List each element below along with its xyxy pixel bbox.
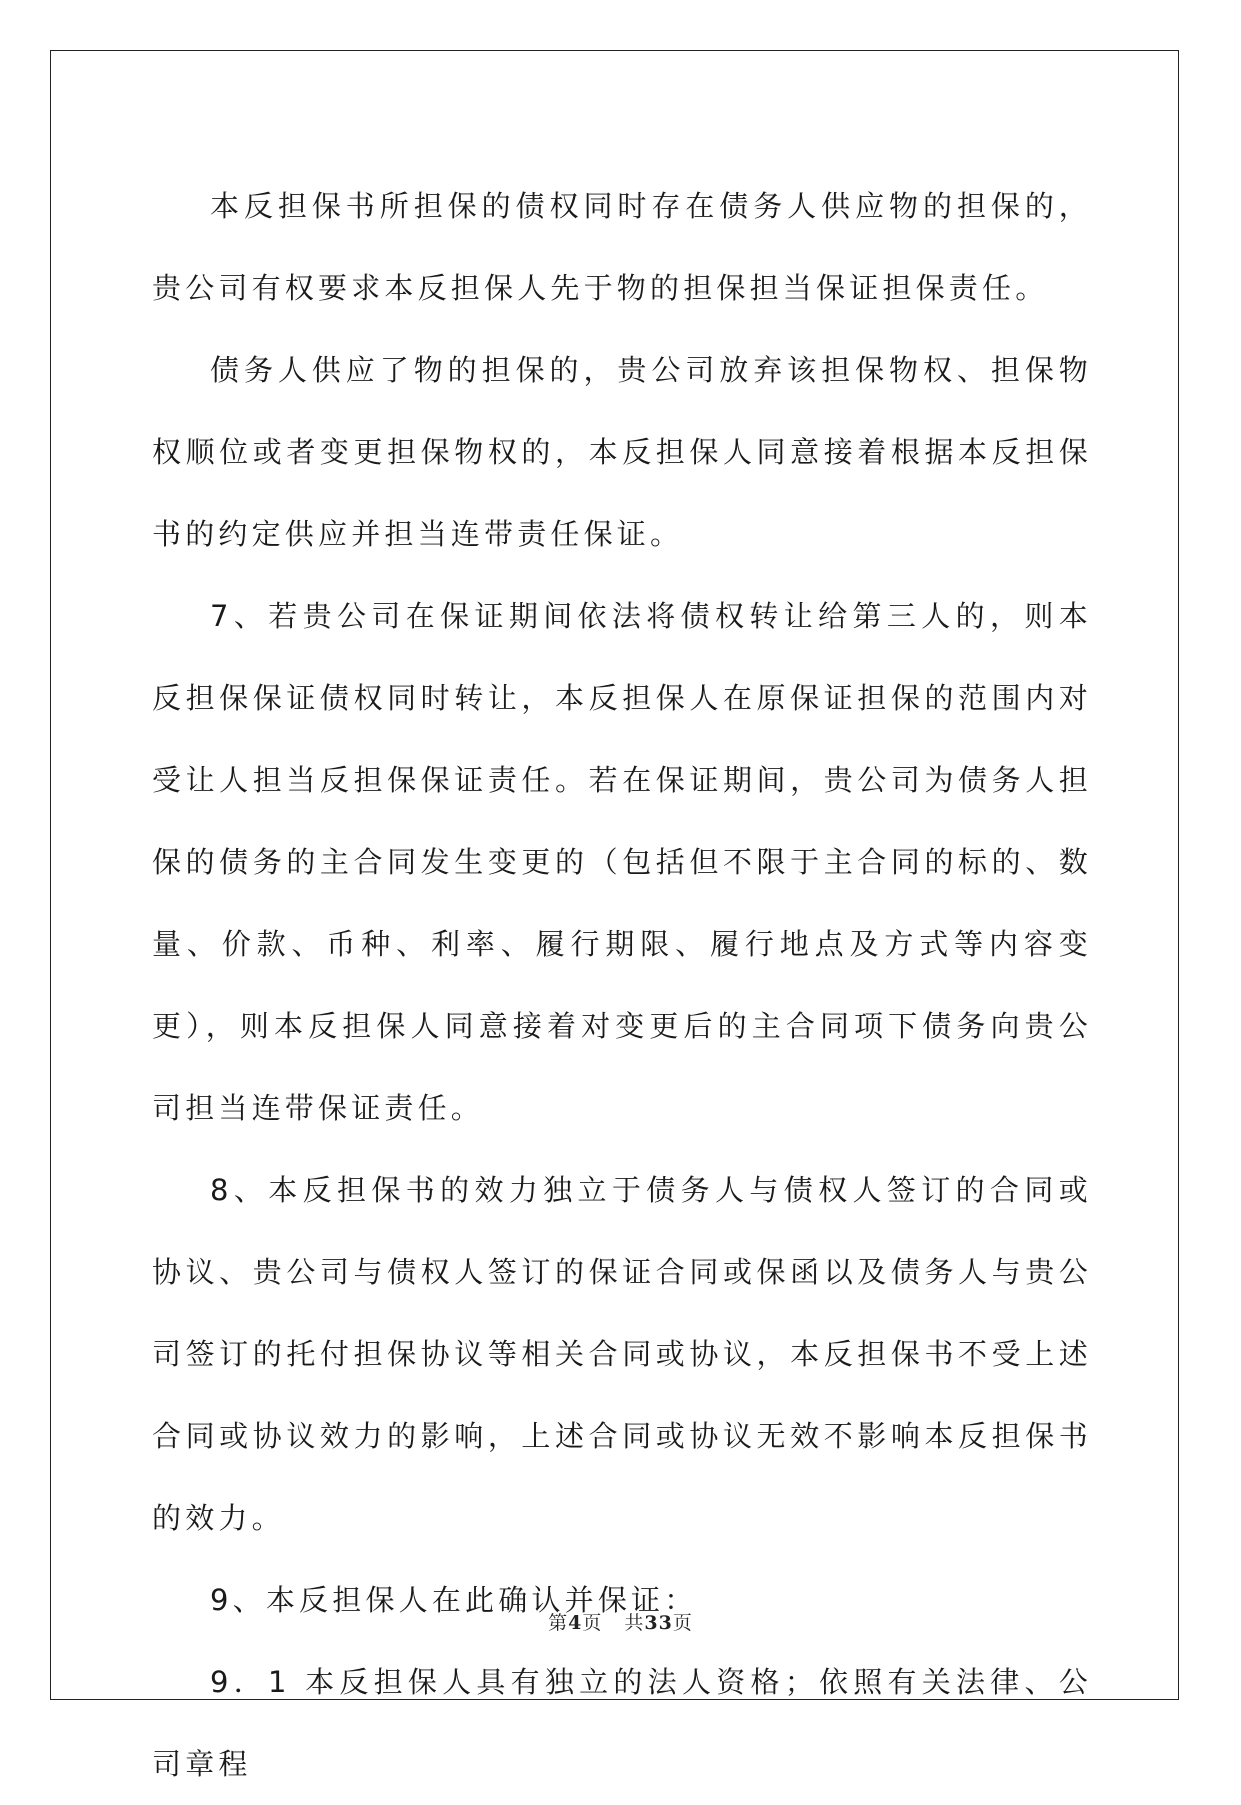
paragraph: 8、本反担保书的效力独立于债务人与债权人签订的合同或协议、贵公司与债权人签订的保证合同或保函以及债务人与贵公司签订的托付担保协议等相关合同或协议，本反担保书不受上述合同或协议效力的影响，上述合同或协议无效不影响本反担保书的效力。 (152, 1173, 1092, 1535)
paragraph: 债务人供应了物的担保的，贵公司放弃该担保物权、担保物权顺位或者变更担保物权的，本反担保人同意接着根据本反担保书的约定供应并担当连带责任保证。 (152, 353, 1092, 551)
page-footer (0, 1608, 1241, 1635)
page-prefix: 第 (548, 1612, 569, 1634)
page-suffix: 页 (582, 1612, 603, 1634)
total-suffix: 页 (672, 1612, 693, 1634)
paragraph: 7、若贵公司在保证期间依法将债权转让给第三人的，则本反担保保证债权同时转让，本反担保人在原保证担保的范围内对受让人担当反担保保证责任。若在保证期间，贵公司为债务人担保的债务的主合同发生变更的（包括但不限于主合同的标的、数量、价款、币种、利率、履行期限、履行地点及方式等内容变更），则本反担保人同意接着对变更后的主合同项下债务向贵公司担当连带保证责任。 (152, 599, 1092, 1125)
page-number: 4 (568, 1612, 583, 1634)
paragraph: 9、本反担保人在此确认并保证： (210, 1583, 698, 1617)
total-pages: 33 (644, 1612, 673, 1634)
paragraph: 9．1 本反担保人具有独立的法人资格；依照有关法律、公司章程 (152, 1665, 1092, 1781)
total-prefix: 共 (624, 1612, 645, 1634)
document-body (152, 165, 1092, 1805)
paragraph: 本反担保书所担保的债权同时存在债务人供应物的担保的，贵公司有权要求本反担保人先于物的担保担当保证担保责任。 (152, 189, 1092, 305)
